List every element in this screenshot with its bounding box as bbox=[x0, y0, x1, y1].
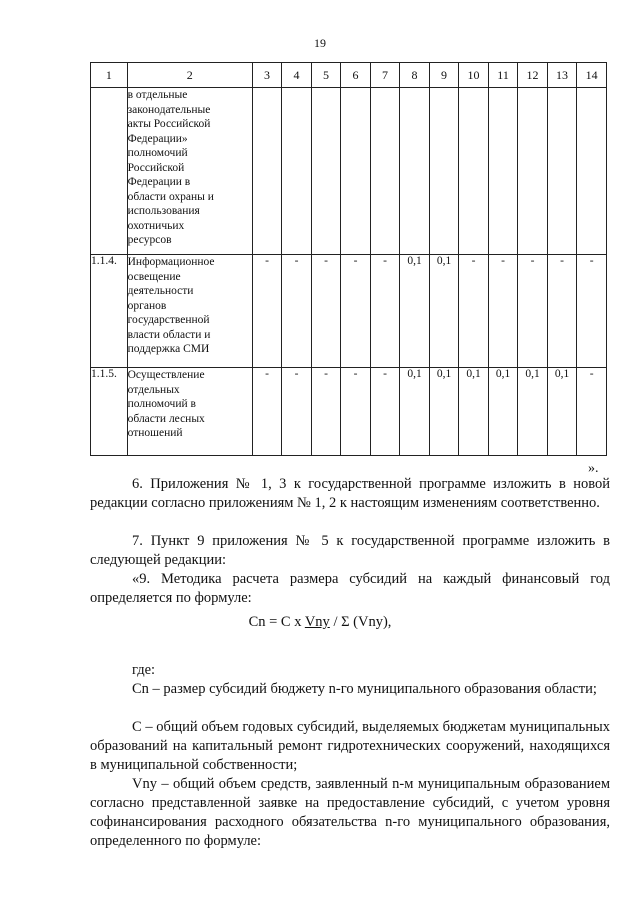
description-line: деятельности bbox=[127, 285, 194, 297]
column-header: 5 bbox=[311, 63, 341, 88]
row-number: 1.1.4. bbox=[91, 255, 128, 368]
value-cell: 0,1 bbox=[488, 368, 518, 456]
description-line: Федерации в bbox=[127, 176, 191, 188]
definition-vny: Vny – общий объем средств, заявленный n-м муниципальным образованием согласно представленной заявке на предоставление субсидий, с учетом уровня софинансирования расходного обязательства n-го муниципального образования, определенного по формуле: bbox=[90, 776, 610, 849]
value-cell: 0,1 bbox=[400, 255, 430, 368]
description-line: поддержка СМИ bbox=[127, 343, 210, 355]
value-cell: - bbox=[311, 255, 341, 368]
description-line: области лесных bbox=[127, 412, 205, 425]
description-line: полномочий в bbox=[127, 398, 196, 410]
value-cell: - bbox=[282, 255, 312, 368]
description-line: в отдельные bbox=[127, 89, 188, 101]
table-row bbox=[91, 255, 607, 368]
table-row bbox=[91, 88, 607, 255]
description-line: области охраны и bbox=[127, 190, 214, 203]
value-cell: - bbox=[341, 255, 371, 368]
value-cell: 0,1 bbox=[429, 255, 459, 368]
description-line: Федерации» bbox=[127, 132, 188, 145]
paragraph-9-intro: «9. Методика расчета размера субсидий на каждый финансовый год определяется по формуле: bbox=[90, 571, 610, 606]
description-line: полномочий bbox=[127, 147, 188, 159]
value-cell bbox=[459, 88, 489, 255]
description-line: Российской bbox=[127, 161, 185, 174]
column-header: 7 bbox=[370, 63, 400, 88]
column-header: 6 bbox=[341, 63, 371, 88]
value-cell bbox=[311, 88, 341, 255]
formula-left: Cn = C x bbox=[248, 614, 305, 630]
value-cell bbox=[341, 88, 371, 255]
row-number bbox=[91, 88, 128, 255]
definition-cn: Cn – размер субсидий бюджету n-го муниципального образования области; bbox=[132, 681, 597, 697]
value-cell bbox=[547, 88, 577, 255]
description-line: законодательные bbox=[127, 103, 211, 116]
value-cell: - bbox=[459, 255, 489, 368]
description-line: власти области и bbox=[127, 328, 211, 341]
table-row bbox=[91, 368, 607, 456]
description-line: использования bbox=[127, 205, 200, 217]
description-line: акты Российской bbox=[127, 118, 211, 130]
formula-right: / Σ (Vny), bbox=[329, 614, 392, 630]
value-cell: - bbox=[311, 368, 341, 456]
value-cell: - bbox=[518, 255, 548, 368]
page-number: 19 bbox=[314, 36, 326, 50]
column-header: 8 bbox=[400, 63, 430, 88]
value-cell: 0,1 bbox=[459, 368, 489, 456]
row-description bbox=[127, 255, 252, 368]
row-description bbox=[127, 368, 252, 456]
where-label: где: bbox=[132, 662, 156, 678]
description-line: Информационное bbox=[127, 256, 215, 268]
value-cell: - bbox=[252, 255, 282, 368]
column-header: 9 bbox=[429, 63, 459, 88]
column-header: 11 bbox=[488, 63, 518, 88]
value-cell: 0,1 bbox=[547, 368, 577, 456]
value-cell: - bbox=[488, 255, 518, 368]
value-cell bbox=[252, 88, 282, 255]
closing-quote: ». bbox=[588, 461, 599, 476]
value-cell bbox=[400, 88, 430, 255]
budget-table bbox=[90, 62, 607, 456]
formula bbox=[0, 614, 640, 631]
value-cell: - bbox=[252, 368, 282, 456]
column-header: 13 bbox=[547, 63, 577, 88]
paragraph-7: 7. Пункт 9 приложения № 5 к государственной программе изложить в следующей редакции: bbox=[90, 533, 610, 568]
value-cell bbox=[488, 88, 518, 255]
value-cell bbox=[282, 88, 312, 255]
description-line: государственной bbox=[127, 314, 210, 326]
row-description bbox=[127, 88, 252, 255]
value-cell: 0,1 bbox=[518, 368, 548, 456]
value-cell bbox=[518, 88, 548, 255]
value-cell: - bbox=[370, 255, 400, 368]
description-line: освещение bbox=[127, 270, 181, 283]
description-line: отношений bbox=[127, 427, 183, 439]
value-cell bbox=[429, 88, 459, 255]
value-cell bbox=[577, 88, 607, 255]
value-cell: - bbox=[341, 368, 371, 456]
row-number: 1.1.5. bbox=[91, 368, 128, 456]
description-line: Осуществление bbox=[127, 369, 205, 381]
description-line: органов bbox=[127, 299, 167, 312]
paragraph-6: 6. Приложения № 1, 3 к государственной программе изложить в новой редакции согласно приложениям № 1, 2 к настоящим изменениям соответственно. bbox=[90, 476, 610, 511]
column-header: 3 bbox=[252, 63, 282, 88]
column-header: 10 bbox=[459, 63, 489, 88]
value-cell: - bbox=[577, 368, 607, 456]
column-header: 4 bbox=[282, 63, 312, 88]
value-cell: - bbox=[577, 255, 607, 368]
description-line: отдельных bbox=[127, 383, 180, 396]
value-cell: - bbox=[370, 368, 400, 456]
value-cell: 0,1 bbox=[429, 368, 459, 456]
definition-c: С – общий объем годовых субсидий, выделяемых бюджетам муниципальных образований на капитальный ремонт гидротехнических сооружений, находящихся в муниципальной собственности; bbox=[90, 719, 610, 773]
value-cell: - bbox=[547, 255, 577, 368]
description-line: ресурсов bbox=[127, 234, 172, 246]
column-header: 2 bbox=[127, 63, 252, 88]
column-header: 12 bbox=[518, 63, 548, 88]
value-cell bbox=[370, 88, 400, 255]
value-cell: 0,1 bbox=[400, 368, 430, 456]
column-header: 1 bbox=[91, 63, 128, 88]
column-header: 14 bbox=[577, 63, 607, 88]
value-cell: - bbox=[282, 368, 312, 456]
formula-numerator: Vny bbox=[304, 614, 330, 630]
table-header-row bbox=[91, 63, 607, 88]
description-line: охотничьих bbox=[127, 219, 185, 232]
